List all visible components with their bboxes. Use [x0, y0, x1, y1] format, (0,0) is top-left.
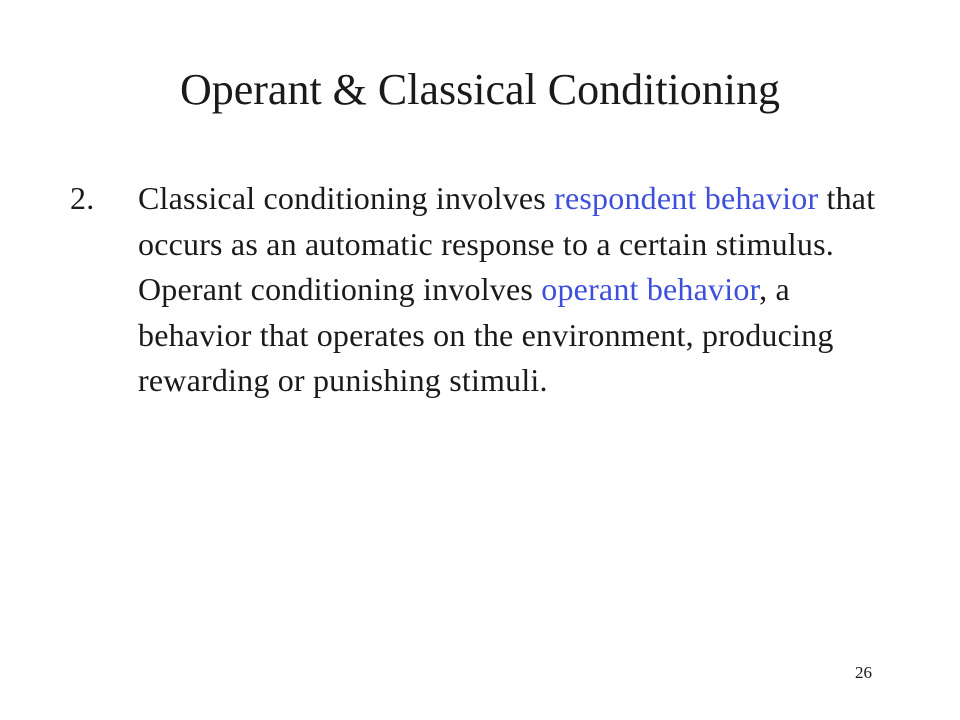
- term-respondent-behavior: respondent behavior: [554, 180, 819, 216]
- body-text-segment: , a behavior that operates on the environment, producing rewarding or punishing stimuli.: [138, 271, 834, 398]
- term-operant-behavior: operant behavior: [541, 271, 760, 307]
- slide-title: Operant & Classical Conditioning: [179, 65, 781, 114]
- list-item: [70, 176, 890, 404]
- bullet-list: [70, 176, 890, 404]
- body-text-segment: Classical conditioning involves: [138, 180, 555, 216]
- list-item-number: 2.: [70, 180, 95, 216]
- page-number: 26: [855, 663, 872, 682]
- body-text-segment: that occurs as an automatic response to a certain stimulus. Operant conditioning involves: [138, 180, 876, 307]
